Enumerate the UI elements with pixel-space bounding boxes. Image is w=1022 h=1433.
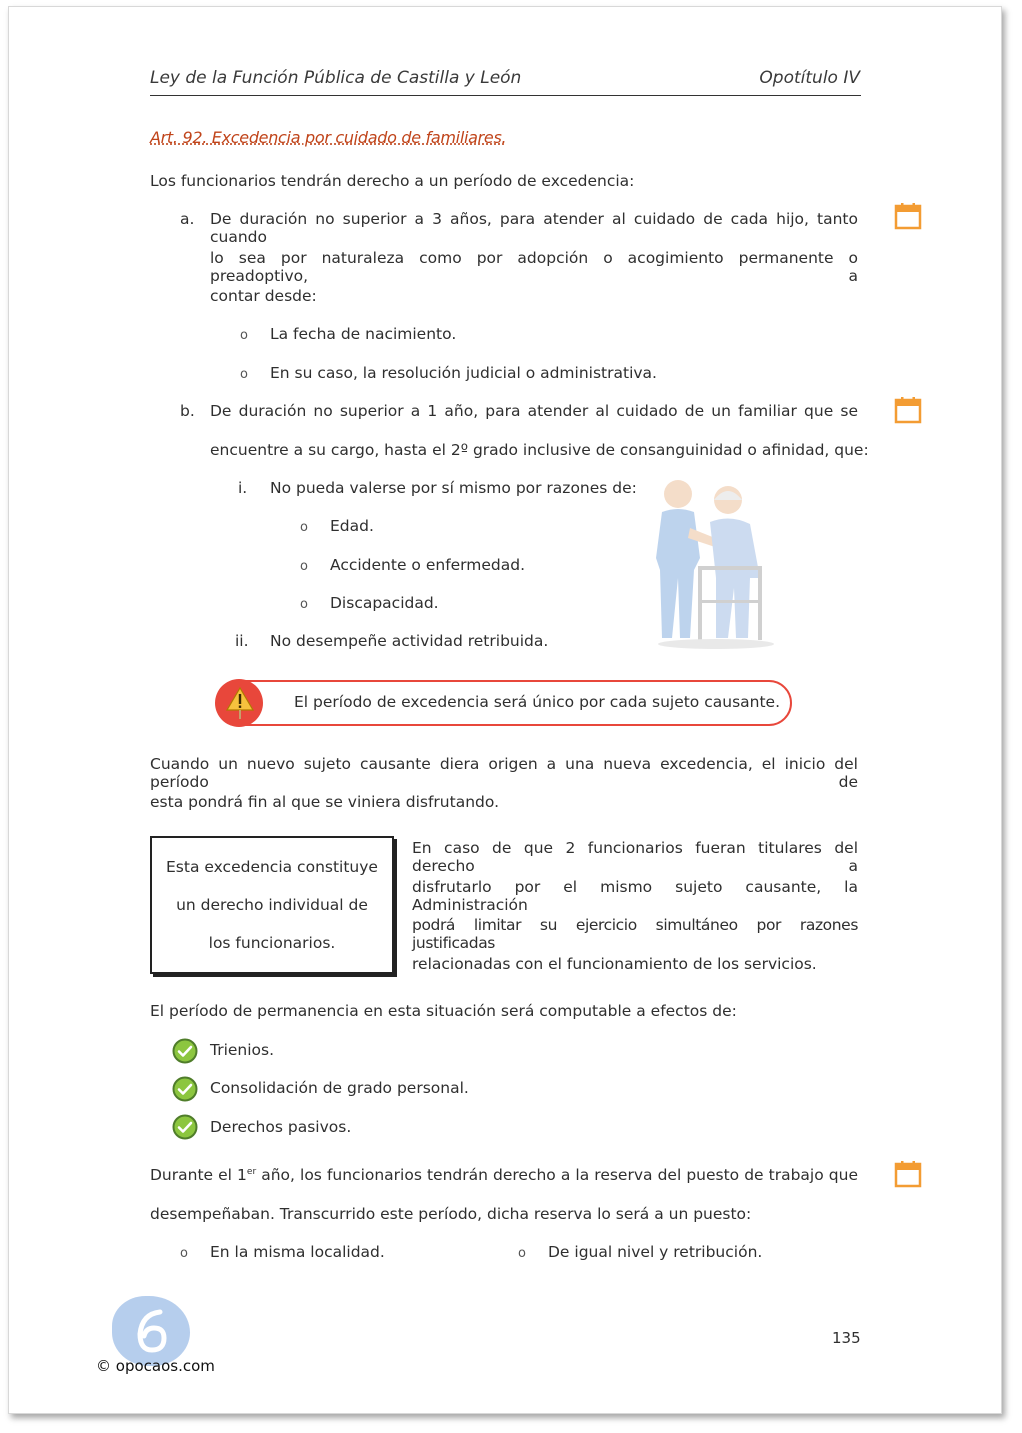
bullet-glyph: o [180, 1246, 188, 1261]
note-line2: un derecho individual de [176, 896, 368, 914]
calendar-icon [894, 202, 922, 230]
warning-text: El período de excedencia será único por cada sujeto causante. [294, 693, 781, 711]
bullet-glyph: o [518, 1246, 526, 1261]
roman-i-marker: i. [238, 479, 248, 497]
note-line3: los funcionarios. [208, 934, 336, 952]
caregiver-illustration [650, 478, 785, 653]
para-two-officials-line3: podrá limitar su ejercicio simultáneo por razones justificadas [412, 916, 858, 952]
footer-brand: © opocaos.com [96, 1357, 215, 1375]
header-right: Opotítulo IV [759, 68, 860, 88]
item-b-line2: encuentre a su cargo, hasta el 2º grado inclusive de consanguinidad o afinidad, que: [210, 441, 869, 459]
computable-item-2: Consolidación de grado personal. [210, 1079, 469, 1097]
bullet-glyph: o [240, 328, 248, 343]
header-divider [150, 95, 861, 96]
bullet-glyph: o [240, 367, 248, 382]
roman-ii-marker: ii. [235, 632, 249, 650]
bullet-glyph: o [300, 559, 308, 574]
computable-intro: El período de permanencia en esta situación será computable a efectos de: [150, 1002, 737, 1020]
page-number: 135 [832, 1329, 861, 1347]
check-icon [172, 1114, 198, 1140]
roman-ii-text: No desempeñe actividad retribuida. [270, 632, 549, 650]
item-b-marker: b. [180, 402, 195, 420]
intro-text: Los funcionarios tendrán derecho a un período de excedencia: [150, 172, 635, 190]
bullet-glyph: o [300, 520, 308, 535]
warning-icon [226, 686, 254, 720]
calendar-icon [894, 396, 922, 424]
computable-item-1: Trienios. [210, 1041, 275, 1059]
reason-1: Edad. [330, 517, 374, 535]
para-two-officials-line1: En caso de que 2 funcionarios fueran titulares del derecho a [412, 839, 858, 875]
check-icon [172, 1038, 198, 1064]
para-first-year-superscript: er [246, 1166, 257, 1177]
item-a-line3: contar desde: [210, 287, 317, 305]
article-title-text: Art. 92. Excedencia por cuidado de familiares. [150, 128, 507, 147]
para-first-year-line1-a: Durante el 1 [150, 1166, 247, 1184]
bullet-glyph: o [300, 597, 308, 612]
computable-item-3: Derechos pasivos. [210, 1118, 352, 1136]
para-first-year-line1 [150, 1166, 858, 1184]
article-title [150, 128, 506, 147]
item-a-line2: lo sea por naturaleza como por adopción o acogimiento permanente o preadoptivo, a [210, 249, 858, 285]
header-left: Ley de la Función Pública de Castilla y León [150, 68, 522, 88]
para-first-year-line2: desempeñaban. Transcurrido este período, dicha reserva lo será a un puesto: [150, 1205, 752, 1223]
item-a-line1: De duración no superior a 3 años, para atender al cuidado de cada hijo, tanto cuando [210, 210, 858, 246]
item-a-sub-2: En su caso, la resolución judicial o administrativa. [270, 364, 657, 382]
para-two-officials-line2: disfrutarlo por el mismo sujeto causante, la Administración [412, 878, 858, 914]
option-1: En la misma localidad. [210, 1243, 385, 1261]
item-a-marker: a. [180, 210, 195, 228]
reason-2: Accidente o enfermedad. [330, 556, 526, 574]
brand-logo-glyph [130, 1306, 174, 1356]
item-a-sub-1: La fecha de nacimiento. [270, 325, 457, 343]
calendar-icon [894, 1160, 922, 1188]
para-two-officials-line4: relacionadas con el funcionamiento de los servicios. [412, 955, 817, 973]
para-new-subject-line2: esta pondrá fin al que se viniera disfrutando. [150, 793, 499, 811]
item-b-line1: De duración no superior a 1 año, para atender al cuidado de un familiar que se [210, 402, 858, 420]
roman-i-text: No pueda valerse por sí mismo por razones de: [270, 479, 637, 497]
note-line1: Esta excedencia constituye [166, 858, 378, 876]
para-first-year-line1-b: año, los funcionarios tendrán derecho a la reserva del puesto de trabajo que [256, 1166, 858, 1184]
option-2: De igual nivel y retribución. [548, 1243, 763, 1261]
reason-3: Discapacidad. [330, 594, 439, 612]
para-new-subject-line1: Cuando un nuevo sujeto causante diera origen a una nueva excedencia, el inicio del período de [150, 755, 858, 791]
check-icon [172, 1076, 198, 1102]
